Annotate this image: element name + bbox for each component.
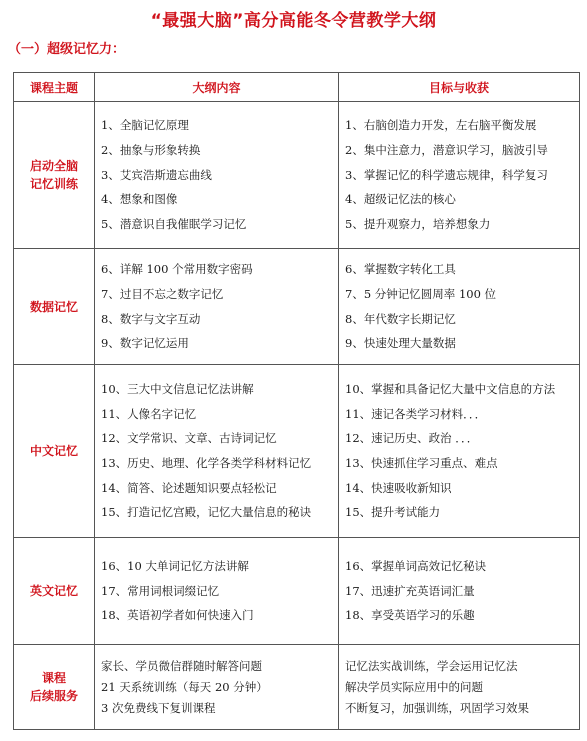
table-row — [14, 102, 580, 249]
topic-line: 记忆训练 — [29, 177, 78, 191]
goal-item: 3、掌握记忆的科学遗忘规律，科学复习 — [345, 167, 548, 182]
row-topic — [14, 538, 95, 645]
outline-item: 16、10 大单词记忆方法讲解 — [101, 558, 249, 573]
goal-item: 11、速记各类学习材料．．． — [345, 406, 487, 421]
outline-item: 6、详解 100 个常用数字密码 — [101, 262, 253, 277]
outline-item: 2、抽象与形象转换 — [101, 142, 201, 157]
goal-item: 8、年代数字长期记忆 — [345, 311, 456, 326]
table-row — [14, 538, 580, 645]
header-goals: 目标与收获 — [339, 73, 580, 102]
row-goals — [339, 645, 580, 730]
goal-item: 18、享受英语学习的乐趣 — [345, 608, 475, 623]
page-title: “最强大脑”高分高能冬令营教学大纲 — [150, 11, 437, 31]
outline-item: 15、打造记忆宫殿，记忆大量信息的秘诀 — [101, 505, 312, 520]
header-topic: 课程主题 — [14, 73, 95, 102]
outline-item: 4、想象和图像 — [101, 192, 178, 207]
row-outline — [95, 538, 339, 645]
goal-item: 17、迅速扩充英语词汇量 — [345, 583, 475, 598]
table-row — [14, 645, 580, 730]
outline-item: 1、全脑记忆原理 — [101, 118, 189, 133]
goal-item: 12、速记历史、政治 ．．． — [345, 431, 479, 446]
goal-item: 16、掌握单词高效记忆秘诀 — [345, 558, 487, 573]
row-outline — [95, 365, 339, 538]
outline-item: 8、数字与文字互动 — [101, 311, 201, 326]
goal-item: 不断复习，加强训练，巩固学习效果 — [345, 700, 529, 715]
outline-item: 17、常用词根词缀记忆 — [101, 583, 220, 598]
goal-item: 5、提升观察力，培养想象力 — [345, 217, 491, 232]
row-topic — [14, 645, 95, 730]
row-outline — [95, 249, 339, 365]
outline-item: 11、人像名字记忆 — [101, 406, 197, 421]
outline-item: 5、潜意识自我催眠学习记忆 — [101, 217, 247, 232]
section-heading: （一）超级记忆力： — [8, 42, 126, 57]
goal-item: 2、集中注意力，潜意识学习，脑波引导 — [345, 142, 548, 157]
header-outline: 大纲内容 — [95, 73, 339, 102]
outline-item: 18、英语初学者如何快速入门 — [101, 608, 254, 623]
outline-item: 21 天系统训练（每天 20 分钟） — [101, 679, 268, 694]
goal-item: 10、掌握和具备记忆大量中文信息的方法 — [345, 381, 556, 396]
row-goals — [339, 365, 580, 538]
outline-item: 12、文学常识、文章、古诗词记忆 — [101, 431, 277, 446]
table-row — [14, 365, 580, 538]
goal-item: 7、5 分钟记忆圆周率 100 位 — [345, 286, 497, 301]
row-goals — [339, 538, 580, 645]
goal-item: 记忆法实战训练，学会运用记忆法 — [345, 658, 518, 673]
row-topic — [14, 365, 95, 538]
topic-line: 中文记忆 — [29, 444, 78, 458]
goal-item: 15、提升考试能力 — [345, 505, 441, 520]
goal-item: 13、快速抓住学习重点、难点 — [345, 456, 498, 470]
row-outline — [95, 645, 339, 730]
goal-item: 6、掌握数字转化工具 — [345, 262, 456, 277]
goal-item: 1、右脑创造力开发，左右脑平衡发展 — [345, 118, 537, 133]
topic-line: 后续服务 — [29, 689, 78, 703]
topic-line: 数据记忆 — [29, 299, 78, 314]
outline-item: 3、艾宾浩斯遗忘曲线 — [101, 167, 212, 182]
goal-item: 9、快速处理大量数据 — [345, 336, 456, 351]
row-goals — [339, 102, 580, 249]
outline-item: 10、三大中文信息记忆法讲解 — [101, 381, 254, 396]
row-outline — [95, 102, 339, 249]
row-goals — [339, 249, 580, 365]
goal-item: 解决学员实际应用中的问题 — [345, 679, 483, 694]
table-row — [14, 249, 580, 365]
row-topic — [14, 102, 95, 249]
outline-item: 3 次免费线下复训课程 — [101, 700, 216, 715]
topic-line: 英文记忆 — [29, 584, 78, 598]
topic-line: 启动全脑 — [29, 159, 78, 173]
outline-item: 9、数字记忆运用 — [101, 336, 189, 351]
goal-item: 14、快速吸收新知识 — [345, 480, 452, 495]
outline-item: 家长、学员微信群随时解答问题 — [101, 658, 262, 673]
goal-item: 4、超级记忆法的核心 — [345, 192, 456, 207]
outline-item: 13、历史、地理、化学各类学科材料记忆 — [101, 456, 312, 470]
syllabus-table — [13, 72, 580, 730]
outline-item: 14、简答、论述题知识要点轻松记 — [101, 480, 277, 495]
table-header-row — [14, 73, 580, 102]
topic-line: 课程 — [41, 671, 66, 685]
row-topic — [14, 249, 95, 365]
outline-item: 7、过目不忘之数字记忆 — [101, 286, 224, 301]
